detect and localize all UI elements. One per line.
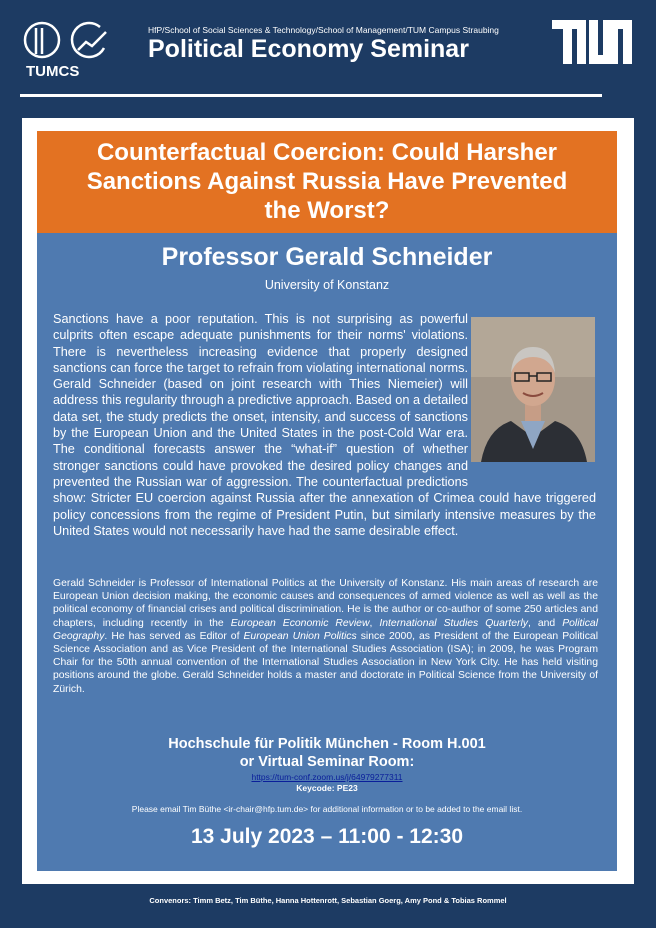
journal-title: International Studies Quarterly bbox=[379, 617, 528, 629]
talk-title: Counterfactual Coercion: Could Harsher Sanctions Against Russia Have Prevented the Worst? bbox=[37, 131, 617, 233]
seminar-title: Political Economy Seminar bbox=[148, 35, 469, 63]
event-date: 13 July 2023 – 11:00 - 12:30 bbox=[190, 825, 464, 848]
journal-title: Political Geography bbox=[53, 617, 599, 642]
convenors: Convenors: Timm Betz, Tim Büthe, Hanna Hottenrott, Sebastian Goerg, Amy Pond & Tobias Rommel bbox=[149, 896, 507, 905]
speaker-photo bbox=[471, 317, 595, 462]
contact-info: Please email Tim Büthe <ir-chair@hfp.tum.de> for additional information or to be added to the email list. bbox=[131, 804, 523, 814]
abstract-text: Sanctions have a poor reputation. This is not surprising as powerful culprits often escape adequate punishments for their norms' violations. There is nevertheless increasing evidence that properly designed sanctions can force the target to refrain from violating international norms. Gerald Schneider (based on joint research with Thies Niemeier) will address this regularity through a predictive approach. Based on a detailed data set, the study predicts the onset, intensity, and success of sanctions by the European Union and the United States in the post-Cold War era. The conditional forecasts answer the “what-if” question of whether stronger sanctions could have provoked the desired policy changes and prevented the Russian war of aggression. The counterfactual predictions show: Stricter EU coercion against Russia after the annexation of Crimea could have triggered policy concessions from the regime of President Putin, but similarly intensive measures by the United States would not necessarily have had the same desirable effect. bbox=[53, 312, 596, 538]
header-subtitle: HfP/School of Social Sciences & Technology/School of Management/TUM Campus Straubing bbox=[148, 25, 499, 35]
journal-title: European Union Politics bbox=[243, 630, 357, 642]
venue bbox=[37, 735, 617, 771]
venue-room: Hochschule für Politik München - Room H.001 bbox=[168, 736, 486, 752]
tumcs-logo bbox=[20, 18, 112, 80]
journal-title: European Economic Review bbox=[230, 617, 370, 629]
venue-virtual: or Virtual Seminar Room: bbox=[239, 754, 415, 770]
tum-logo bbox=[552, 20, 632, 64]
svg-text:TUMCS: TUMCS bbox=[26, 63, 80, 80]
speaker-affiliation: University of Konstanz bbox=[264, 278, 390, 292]
zoom-keycode: Keycode: PE23 bbox=[296, 783, 358, 793]
header-divider bbox=[20, 94, 602, 97]
speaker-bio: Gerald Schneider is Professor of International Politics at the University of Konstanz. His main areas of research are European Union decision making, the economic causes and consequences of armed violence as well as well as the political economy of financial crises and political discrimination. He is the author or co-author of some 250 articles and chapters, including recently in the European Economic Review, International Studies Quarterly, and Political Geography. He has served as Editor of European Union Politics since 2000, as President of the European Political Science Association and as Vice President of the International Studies Association (ISA); in 2009, he was Program Chair for the 50th annual convention of the International Studies Association in New York City. He has held visiting positions around the globe. Gerald Schneider holds a master and doctorate in Political Science from the University of Zürich. bbox=[53, 578, 599, 695]
speaker-name: Professor Gerald Schneider bbox=[161, 243, 493, 271]
zoom-link[interactable]: https://tum-conf.zoom.us/j/64979277311 bbox=[251, 772, 403, 782]
content-panel bbox=[37, 131, 617, 871]
